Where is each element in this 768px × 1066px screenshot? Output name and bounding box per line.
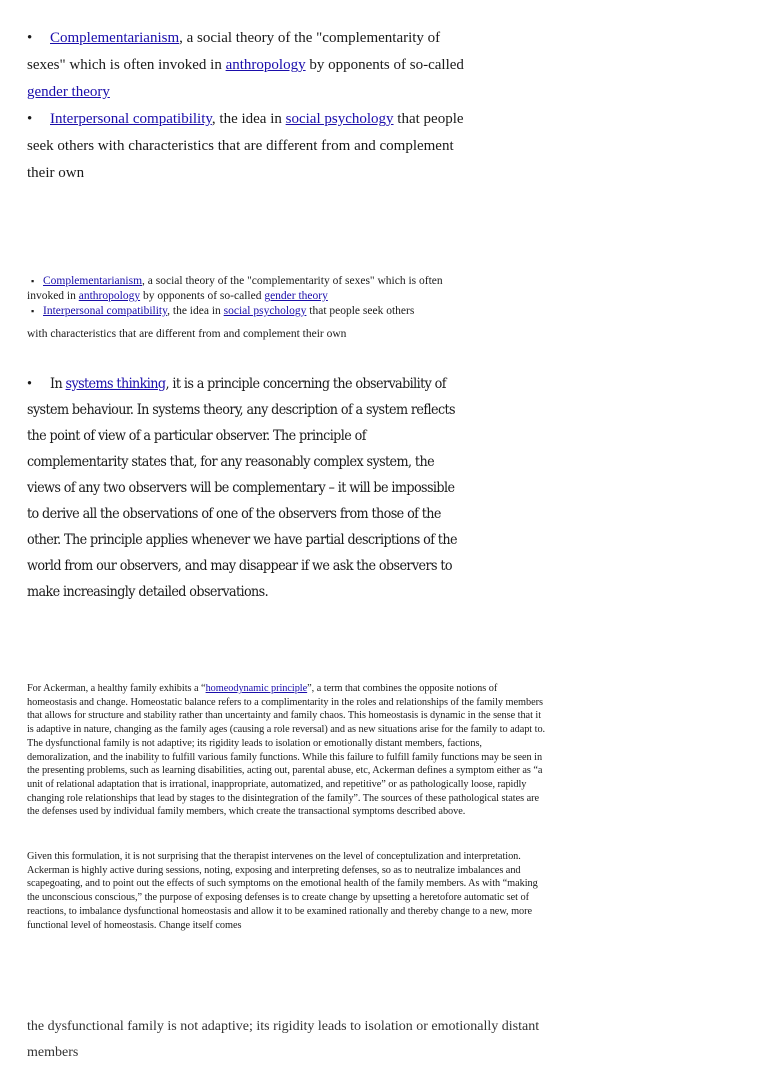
paragraph-text: ”, a term that combines the opposite notions of homeostasis and change. Homeostatic balance refers to a complimentarity in the roles and relationships of the family members that allows for structure and stability rather than uncertainty and family chaos. This homeostasis is dynamic in the sense that it is adaptive in nature, changing as the family ages (causing a role reversal) and as new situations arise for the family to adapt to. The dysfunctional family is not adaptive; its rigidity leads to isolation or emotionally distant members, factions, demoralization, and the inability to fulfill various family functions. While this failure to fulfill family functions may be seen in the presenting problems, such as learning disabilities, acting out, parental abuse, etc, Ackerman defines a symptom either as “a unit of relational adaptation that is irrational, inappropriate, automatized, and repetitive” or as pathologically loose, rapidly changing role relationships that lead by stages to the disintegration of the family”. The sources of these pathological states are the defenses used by individual family members, which create the transactional symptoms described above. <box>27 683 546 818</box>
paragraph-text: Given this formulation, it is not surprising that the therapist intervenes on the level of conceptulization and interpretation. Ackerman is highly active during sessions, noting, exposing and interpreting defenses, so as to neutralize imbalances and scapegoating, and to point out the effects of such symptoms on the emotional health of the family members. As with “making the unconscious conscious,” the purpose of exposing defenses is to create change by upsetting a heretofore automatic set of reactions, to imbalance dysfunctional homeostasis and allow it to be examined rationally and thereby change to a new, more functional level of homeostasis. Change itself comes <box>27 851 538 931</box>
item-text: In <box>50 376 66 392</box>
link-gender-theory[interactable]: gender theory <box>27 84 110 100</box>
bullet-icon: ▪ <box>31 306 35 316</box>
item-text: by opponents of so-called <box>140 290 265 302</box>
bullet-icon: • <box>27 111 33 127</box>
link-interpersonal-compatibility[interactable]: Interpersonal compatibility <box>50 111 212 127</box>
bullet-list-large <box>27 25 477 187</box>
paragraph-text: For Ackerman, a healthy family exhibits a “ <box>27 683 206 694</box>
list-item-systems-thinking <box>27 371 467 605</box>
truncated-paragraph <box>27 1014 567 1066</box>
paragraph-text: the dysfunctional family is not adaptive; its rigidity leads to isolation or emotionally distant members <box>27 1019 540 1060</box>
item-text: that people seek others with characteristics that are different from and complement their own <box>27 111 464 181</box>
bullet-icon: • <box>27 30 33 46</box>
link-anthropology[interactable]: anthropology <box>225 57 306 73</box>
link-gender-theory[interactable]: gender theory <box>264 290 328 302</box>
item-text-continuation: with characteristics that are different from and complement their own <box>27 328 347 340</box>
list-item-complementarianism <box>27 25 477 106</box>
list-item-complementarianism <box>27 274 467 304</box>
link-complementarianism[interactable]: Complementarianism <box>43 275 143 287</box>
item-text: that people seek others <box>306 305 415 317</box>
item-text: by opponents of so-called <box>305 57 464 73</box>
list-item-interpersonal-compatibility <box>27 106 477 187</box>
link-homeodynamic-principle[interactable]: homeodynamic principle <box>205 683 308 694</box>
item-text: , the idea in <box>211 111 286 127</box>
item-text: , a social theory of the "complementarity of sexes" which is often invoked in <box>27 275 443 302</box>
systems-thinking-paragraph <box>27 371 467 605</box>
link-systems-thinking[interactable]: systems thinking <box>65 376 166 392</box>
link-complementarianism[interactable]: Complementarianism <box>50 30 180 46</box>
bullet-icon: • <box>27 376 32 392</box>
ackerman-paragraph <box>27 682 547 819</box>
link-interpersonal-compatibility[interactable]: Interpersonal compatibility <box>43 305 168 317</box>
link-social-psychology[interactable]: social psychology <box>285 111 394 127</box>
item-text: , a social theory of the "complementarity of sexes" which is often invoked in <box>27 30 441 73</box>
list-item-interpersonal-compatibility <box>27 304 467 319</box>
formulation-paragraph <box>27 850 547 932</box>
link-social-psychology[interactable]: social psychology <box>223 305 307 317</box>
item-text: , the idea in <box>167 305 224 317</box>
item-text: , it is a principle concerning the observability of system behaviour. In systems theory, any description of a system reflects the point of view of a particular observer. The principle of complementarity states that, for any reasonably complex system, the views of any two observers will be complementary – it will be impossible to derive all the observations of one of the observers from those of the other. The principle applies whenever we have partial descriptions of the world from our observers, and may disappear if we ask the observers to make increasingly detailed observations. <box>27 376 457 600</box>
bullet-icon: ▪ <box>31 276 35 286</box>
link-anthropology[interactable]: anthropology <box>78 290 141 302</box>
bullet-list-small <box>27 274 467 342</box>
